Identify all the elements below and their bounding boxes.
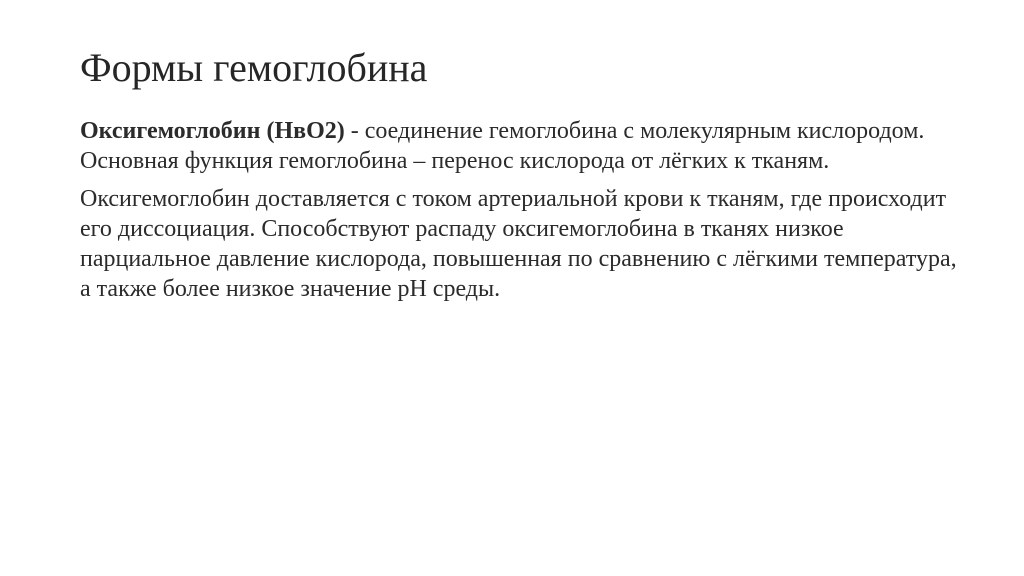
paragraph-oxyhemoglobin-definition [80, 116, 960, 176]
definition-text: - соединение гемоглобина с молекулярным кислородом. Основная функция гемоглобина – перенос кислорода от лёгких к тканям. [80, 118, 925, 174]
paragraph-oxyhemoglobin-dissociation [80, 184, 960, 304]
slide-body [80, 116, 960, 312]
bold-term: Оксигемоглобин (НвО2) [80, 118, 345, 144]
dissociation-text: Оксигемоглобин доставляется с током артериальной крови к тканям, где происходит его диссоциация. Способствуют распаду оксигемоглобина в тканях низкое парциальное давление кислорода, повышенная по сравнению с лёгкими температура, а также более низкое значение рН среды. [80, 186, 957, 302]
slide-title: Формы гемоглобина [80, 45, 428, 90]
